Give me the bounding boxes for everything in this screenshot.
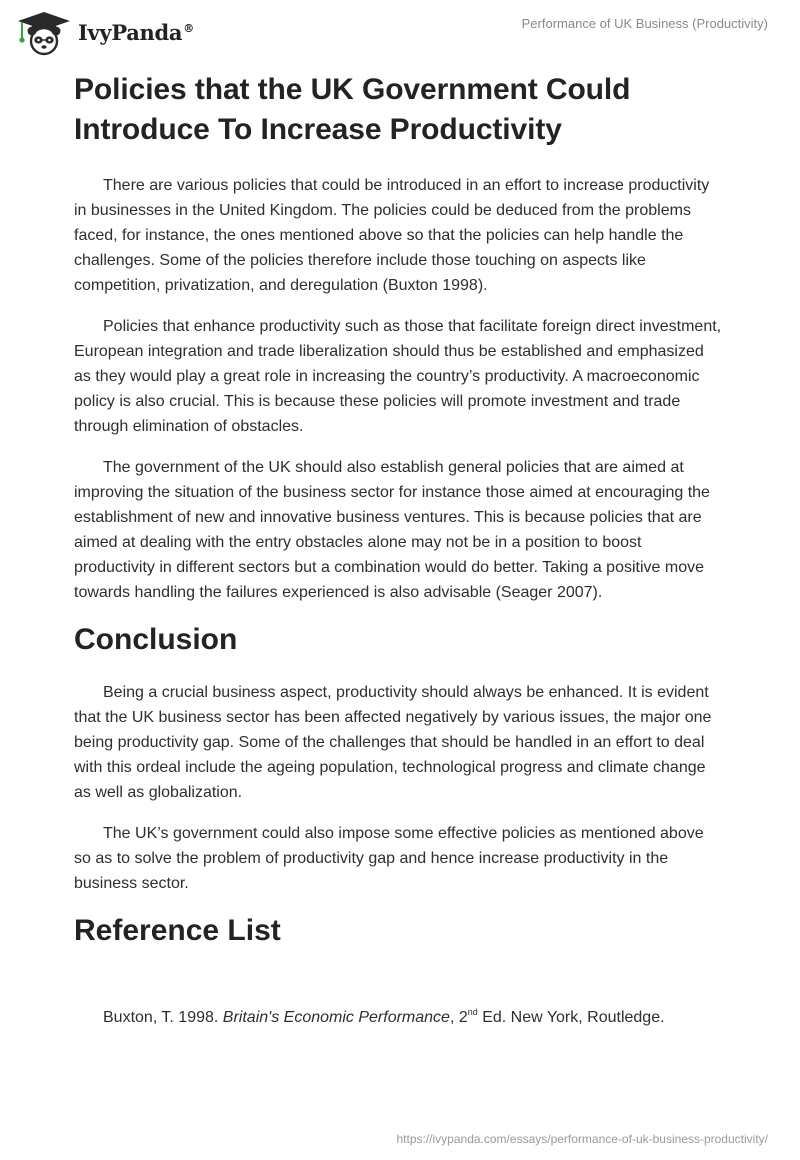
reference-suffix: Ed. New York, Routledge. xyxy=(477,1009,665,1026)
paragraph: Being a crucial business aspect, productivity should always be enhanced. It is evident that the UK business sector has been affected negatively by various issues, the major one being productivity gap. Some of the challenges that should be handled in an effort to deal with this ordeal include the ageing population, technological progress and climate change as well as globalization. xyxy=(74,684,712,801)
paragraph: The UK’s government could also impose some effective policies as mentioned above so as to solve the problem of productivity gap and hence increase productivity in the business sector. xyxy=(74,825,704,892)
brand-name[interactable]: IvyPanda® xyxy=(78,20,194,45)
section-heading-policies xyxy=(74,70,724,150)
section-heading-conclusion: Conclusion xyxy=(74,623,238,656)
reference-edition: , 2 xyxy=(449,1009,468,1026)
source-url-link[interactable]: https://ivypanda.com/essays/performance-of-uk-business-productivity/ xyxy=(396,1132,768,1146)
section-heading-references: Reference List xyxy=(74,914,281,947)
heading-line-2: Introduce To Increase Productivity xyxy=(74,113,562,146)
paragraph: The government of the UK should also establish general policies that are aimed at improving the situation of the business sector for instance those aimed at encouraging the establishment of new and innovative business ventures. This is because policies that are aimed at dealing with the entry obstacles alone may not be in a position to boost productivity in different sectors but a combination would do better. Taking a positive move towards handling the failures experienced is also advisable (Seager 2007). xyxy=(74,459,710,601)
paragraph: There are various policies that could be introduced in an effort to increase productivity in businesses in the United Kingdom. The policies could be deduced from the problems faced, for instance, the ones mentioned above so that the policies can help handle the challenges. Some of the policies therefore include those touching on aspects like competition, privatization, and deregulation (Buxton 1998). xyxy=(74,177,710,294)
reference-entry xyxy=(103,1000,665,1030)
registered-mark: ® xyxy=(183,22,194,35)
document-title: Performance of UK Business (Productivity) xyxy=(521,16,768,31)
reference-title: Britain's Economic Performance xyxy=(222,1009,450,1026)
heading-line-1: Policies that the UK Government Could xyxy=(74,73,631,106)
reference-superscript: nd xyxy=(467,1007,478,1017)
page-header xyxy=(0,0,800,64)
essay-content xyxy=(74,70,724,951)
panda-logo-icon xyxy=(14,10,74,56)
paragraph: Policies that enhance productivity such as those that facilitate foreign direct investment, European integration and trade liberalization should thus be established and emphasized as they would play a great role in increasing the country’s productivity. A macroeconomic policy is also crucial. This is because these policies will promote investment and trade through elimination of obstacles. xyxy=(74,318,722,435)
reference-prefix: Buxton, T. 1998. xyxy=(103,1009,223,1026)
